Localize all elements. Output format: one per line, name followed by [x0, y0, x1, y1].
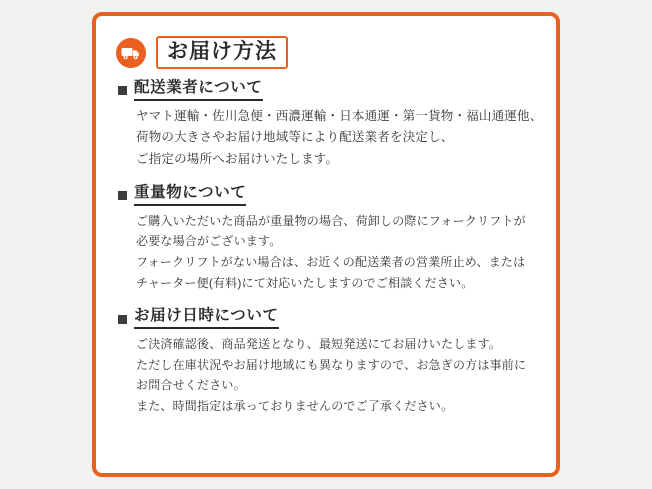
card-title-box [156, 36, 288, 69]
section-body [136, 106, 543, 171]
body-line: また、時間指定は承っておりませんのでご了承ください。 [136, 398, 454, 413]
square-bullet-icon [118, 86, 127, 95]
section-title: 重量物について [134, 184, 246, 206]
section-heavy-items [118, 184, 538, 293]
section-heading-row [118, 184, 538, 206]
body-line: 荷物の大きさやお届け地域等により配送業者を決定し、 [136, 130, 454, 145]
body-line: 必要な場合がございます。 [136, 234, 282, 249]
delivery-truck-icon [116, 38, 146, 68]
delivery-info-card [92, 12, 560, 477]
section-heading-row [118, 307, 538, 329]
square-bullet-icon [118, 315, 127, 324]
section-body [136, 211, 538, 294]
square-bullet-icon [118, 191, 127, 200]
page-title: お届け方法 [167, 40, 277, 63]
section-carriers [118, 79, 543, 170]
section-heading-row [118, 79, 538, 101]
body-line: ご指定の場所へお届けいたします。 [136, 151, 339, 166]
section-title: 配送業者について [134, 79, 263, 101]
card-title-row [116, 36, 538, 69]
section-body [136, 334, 538, 417]
section-title: お届け日時について [134, 307, 279, 329]
body-line: ただし在庫状況やお届け地域にも異なりますので、お急ぎの方は事前に [136, 357, 527, 372]
section-delivery-date [118, 307, 538, 416]
body-line: チャーター便(有料)にて対応いたしますのでご相談ください。 [136, 275, 474, 290]
body-line: フォークリフトがない場合は、お近くの配送業者の営業所止め、または [136, 255, 526, 270]
body-line: ご決済確認後、商品発送となり、最短発送にてお届けいたします。 [136, 336, 502, 351]
body-line: ご購入いただいた商品が重量物の場合、荷卸しの際にフォークリフトが [136, 213, 526, 228]
body-line: ヤマト運輸・佐川急便・西濃運輸・日本通運・第一貨物・福山通運他、 [136, 108, 543, 123]
body-line: お問合せください。 [136, 378, 246, 393]
